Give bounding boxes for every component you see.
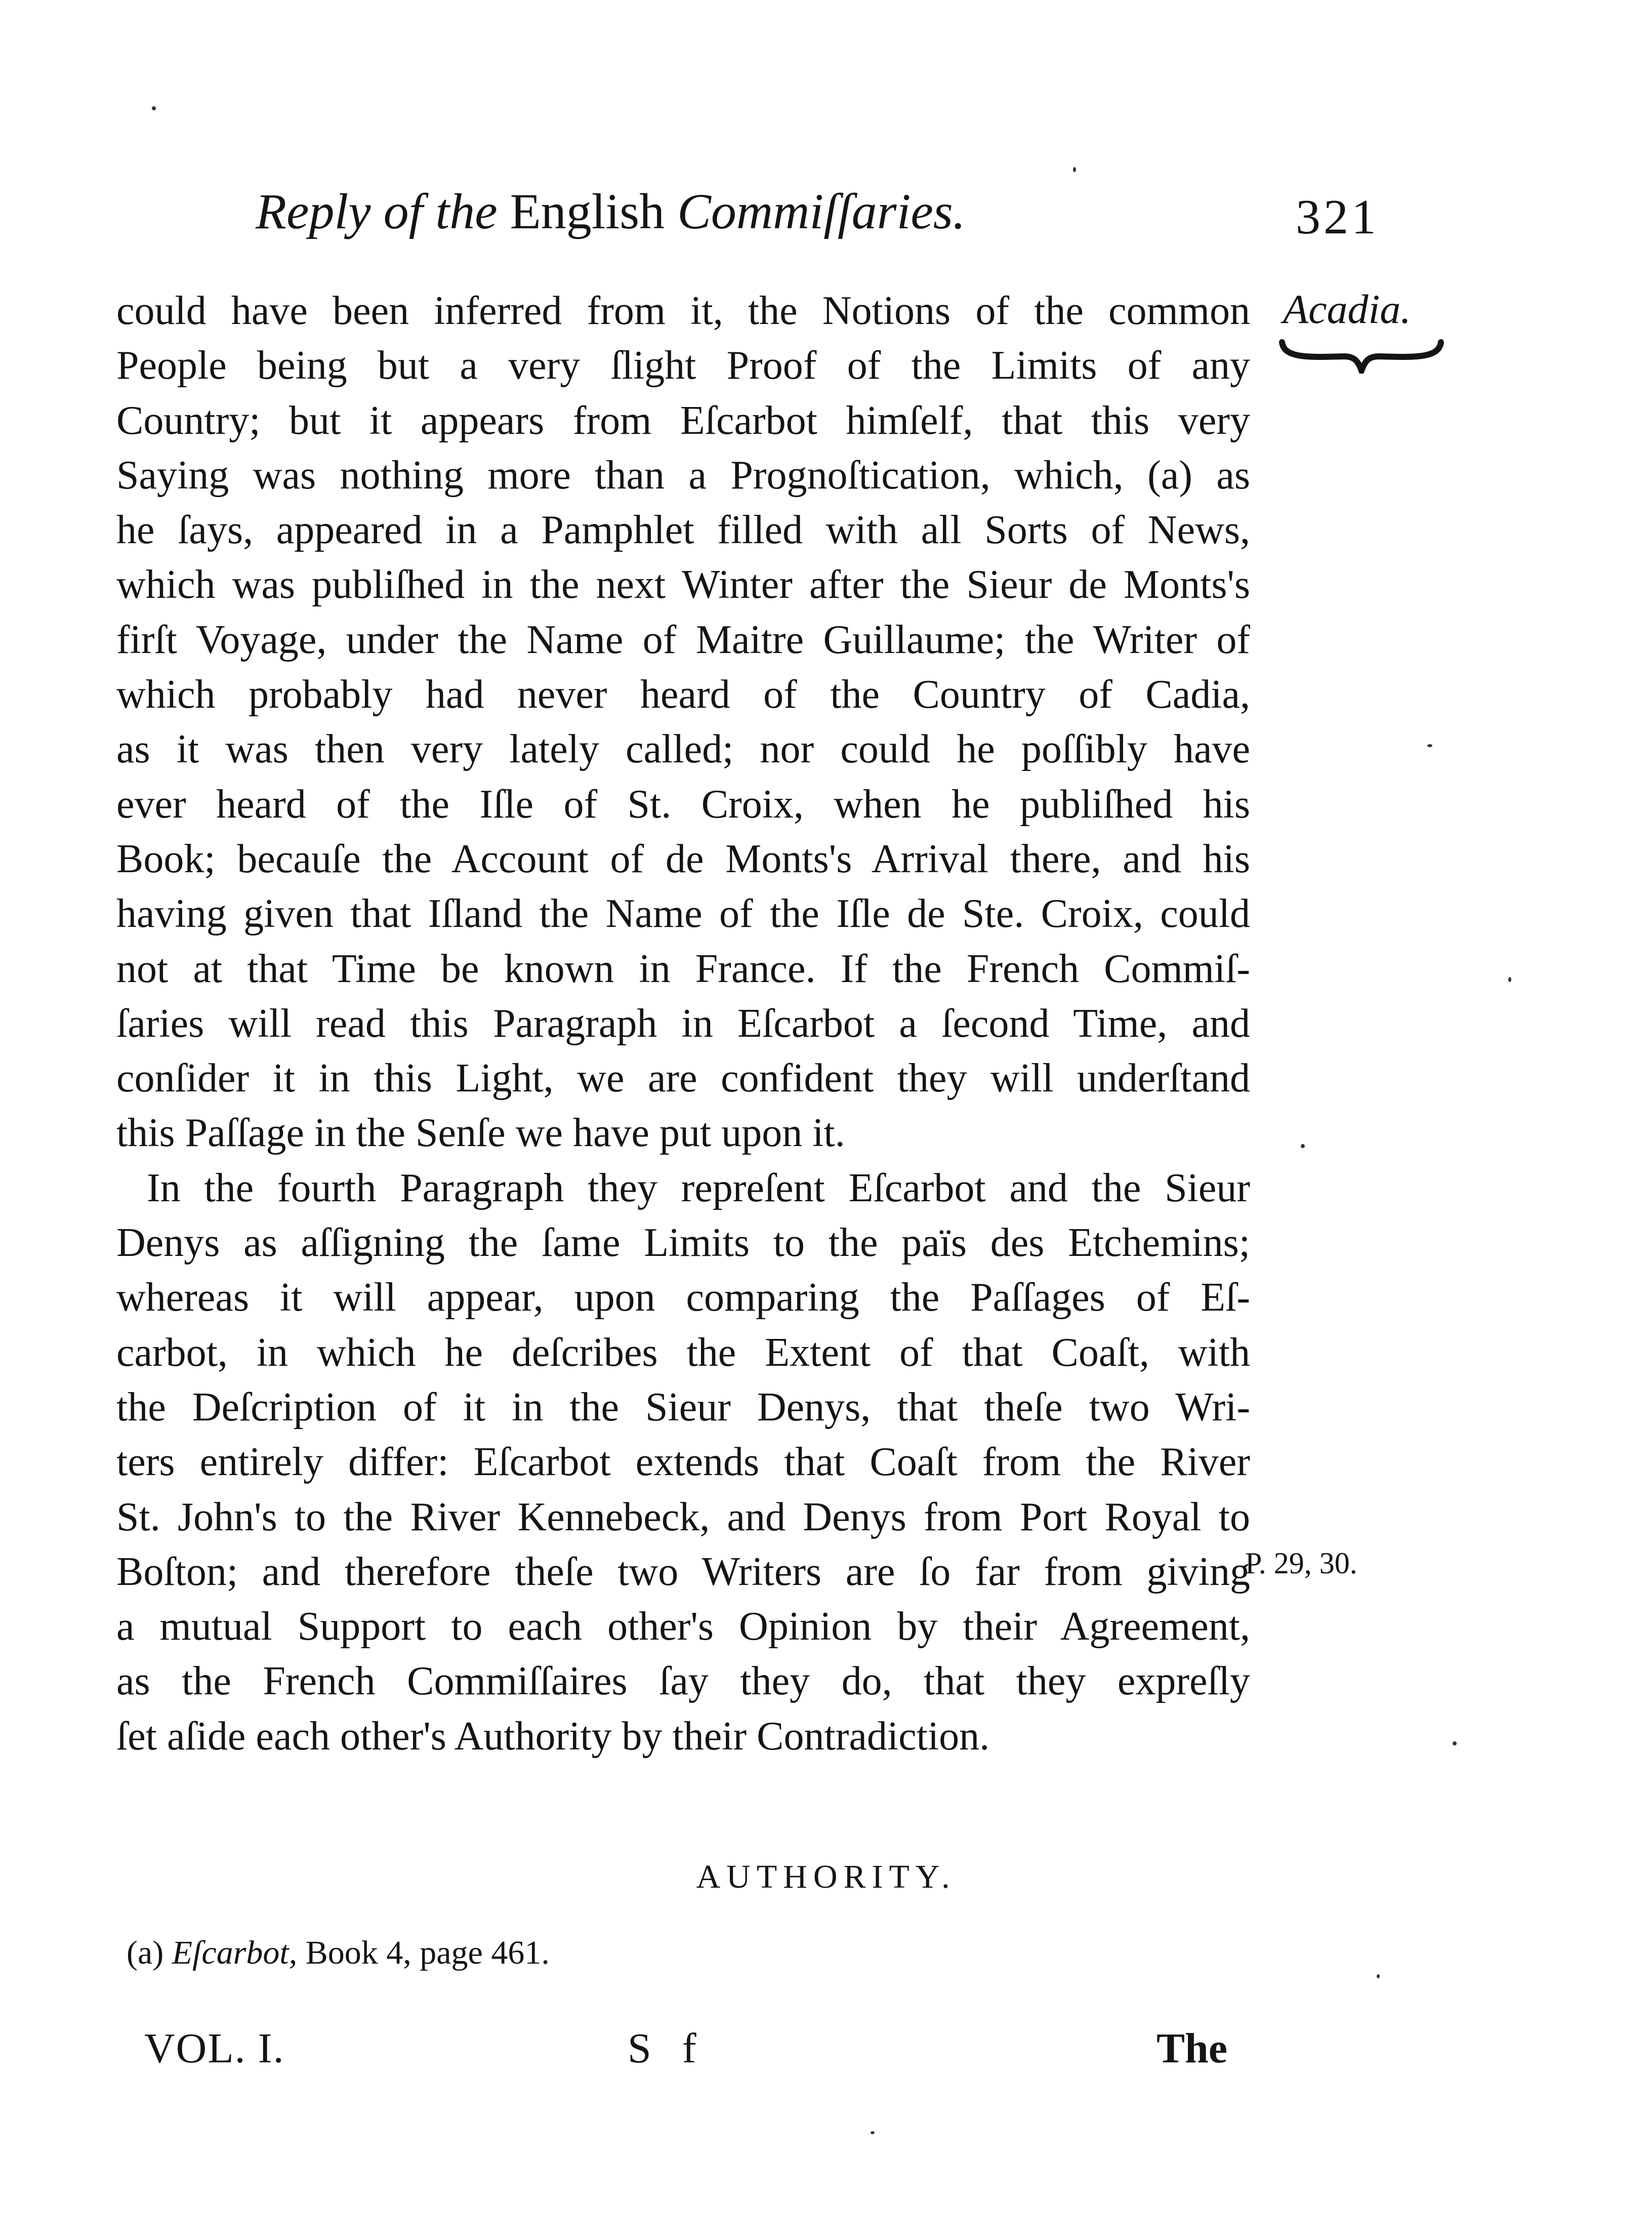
body-line: a mutual Support to each other's Opinion by their Agreement, bbox=[116, 1604, 1250, 1649]
body-line: conſider it in this Light, we are confident they will underſtand bbox=[116, 1056, 1250, 1101]
footnote-ref: Book 4, page 461. bbox=[305, 1934, 550, 1971]
footnote-marker: (a) bbox=[127, 1934, 164, 1971]
curly-brace-icon bbox=[1278, 338, 1445, 374]
body-line: St. John's to the River Kennebeck, and Denys from Port Royal to bbox=[116, 1494, 1250, 1539]
footnote-source: Eſcarbot, bbox=[172, 1934, 298, 1971]
body-line: Boſton; and therefore theſe two Writers are ſo far from giving bbox=[116, 1549, 1250, 1594]
scan-speck bbox=[1427, 744, 1432, 747]
scan-speck bbox=[152, 106, 156, 110]
margin-note-acadia: Acadia. bbox=[1283, 286, 1411, 332]
body-line: the Deſcription of it in the Sieur Denys, that theſe two Wri- bbox=[116, 1385, 1250, 1430]
body-line: Book; becauſe the Account of de Monts's Arrival there, and his bbox=[116, 836, 1250, 881]
volume-number: VOL. I. bbox=[144, 2025, 285, 2072]
body-line: firſt Voyage, under the Name of Maitre Guillaume; the Writer of bbox=[116, 617, 1250, 662]
body-line: Saying was nothing more than a Prognoſtication, which, (a) as bbox=[116, 453, 1250, 498]
body-line: could have been inferred from it, the Notions of the common bbox=[116, 289, 1250, 333]
body-line: Country; but it appears from Eſcarbot himſelf, that this very bbox=[116, 398, 1250, 443]
scan-speck bbox=[1377, 1974, 1380, 1978]
scan-speck bbox=[1453, 1741, 1457, 1745]
catchword: The bbox=[1157, 2025, 1228, 2072]
body-line: ever heard of the Iſle of St. Croix, when he publiſhed his bbox=[116, 782, 1250, 827]
scan-speck bbox=[1073, 167, 1076, 172]
running-head-commissaries: Commiſſaries. bbox=[677, 183, 966, 239]
body-line: which probably had never heard of the Country of Cadia, bbox=[116, 672, 1250, 717]
body-line: which was publiſhed in the next Winter after the Sieur de Monts's bbox=[116, 562, 1250, 607]
running-head-the: the bbox=[435, 183, 498, 239]
running-head-english: English bbox=[510, 183, 665, 239]
body-line: ters entirely differ: Eſcarbot extends that Coaſt from the River bbox=[116, 1440, 1250, 1485]
body-line: ſet aſide each other's Authority by their Contradiction. bbox=[116, 1714, 990, 1759]
body-line: this Paſſage in the Senſe we have put upon it. bbox=[116, 1111, 845, 1156]
signature-mark: S f bbox=[628, 2025, 707, 2072]
authority-heading: AUTHORITY. bbox=[696, 1858, 956, 1895]
running-head-of: of bbox=[383, 183, 423, 239]
body-line: as the French Commiſſaires ſay they do, that they expreſly bbox=[116, 1659, 1250, 1704]
body-line: having given that Iſland the Name of the Iſle de Ste. Croix, could bbox=[116, 891, 1250, 937]
body-line: not at that Time be known in France. If the French Commiſ- bbox=[116, 946, 1250, 991]
scan-speck bbox=[871, 2131, 875, 2134]
scan-speck bbox=[1508, 977, 1511, 982]
body-line: Denys as aſſigning the ſame Limits to the païs des Etchemins; bbox=[116, 1220, 1250, 1266]
body-line: whereas it will appear, upon comparing the Paſſages of Eſ- bbox=[116, 1275, 1250, 1320]
body-line: People being but a very ſlight Proof of the Limits of any bbox=[116, 343, 1250, 388]
body-line: as it was then very lately called; nor could he poſſibly have bbox=[116, 727, 1250, 772]
page-number: 321 bbox=[1296, 190, 1379, 245]
scan-speck bbox=[1301, 1144, 1305, 1148]
body-line: carbot, in which he deſcribes the Extent of that Coaſt, with bbox=[116, 1330, 1250, 1375]
running-head bbox=[256, 183, 966, 239]
running-head-reply: Reply bbox=[256, 183, 371, 239]
margin-note-page-ref: P. 29, 30. bbox=[1245, 1546, 1357, 1580]
body-line: ſaries will read this Paragraph in Eſcarbot a ſecond Time, and bbox=[116, 1001, 1250, 1046]
body-line: he ſays, appeared in a Pamphlet filled with all Sorts of News, bbox=[116, 508, 1250, 553]
body-text bbox=[116, 283, 1250, 1764]
body-line: In the fourth Paragraph they repreſent Eſcarbot and the Sieur bbox=[147, 1165, 1250, 1210]
footnote bbox=[127, 1936, 550, 1970]
